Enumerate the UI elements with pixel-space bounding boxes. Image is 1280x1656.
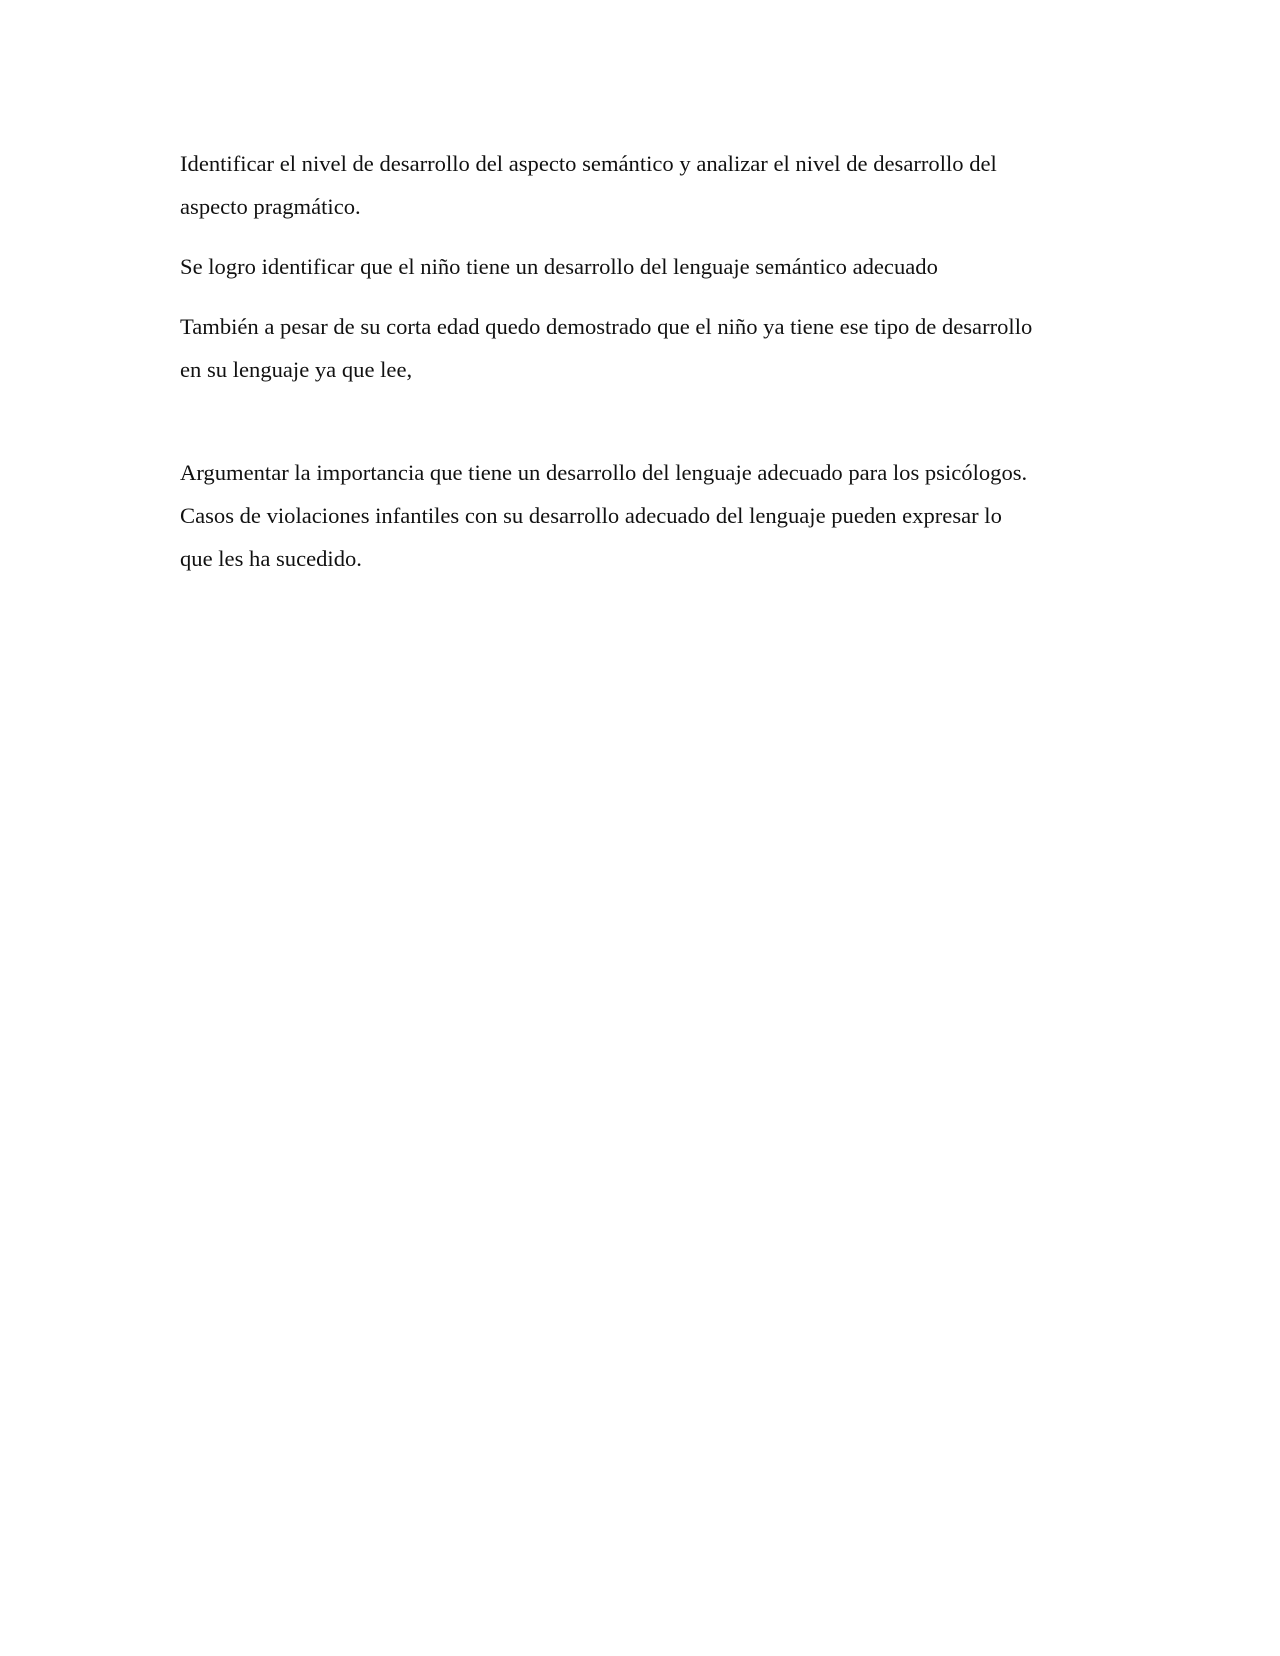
paragraph-line: en su lenguaje ya que lee, [180, 357, 413, 382]
paragraph-line: Identificar el nivel de desarrollo del aspecto semántico y analizar el nivel de desarrollo del [180, 151, 997, 176]
paragraph-semantic-result [180, 245, 1130, 288]
paragraph-line: Casos de violaciones infantiles con su desarrollo adecuado del lenguaje pueden expresar lo [180, 503, 1002, 528]
paragraph-objective-semantic [180, 142, 1130, 228]
paragraph-age-development [180, 305, 1130, 391]
paragraph-importance-argument [180, 451, 1130, 580]
paragraph-line: que les ha sucedido. [180, 546, 362, 571]
blank-line [180, 408, 1130, 451]
paragraph-line: Argumentar la importancia que tiene un desarrollo del lenguaje adecuado para los psicólogos. [180, 460, 1028, 485]
paragraph-line: aspecto pragmático. [180, 194, 361, 219]
document-body [180, 142, 1130, 597]
paragraph-line: También a pesar de su corta edad quedo demostrado que el niño ya tiene ese tipo de desarrollo [180, 314, 1033, 339]
paragraph-line: Se logro identificar que el niño tiene un desarrollo del lenguaje semántico adecuado [180, 254, 938, 279]
